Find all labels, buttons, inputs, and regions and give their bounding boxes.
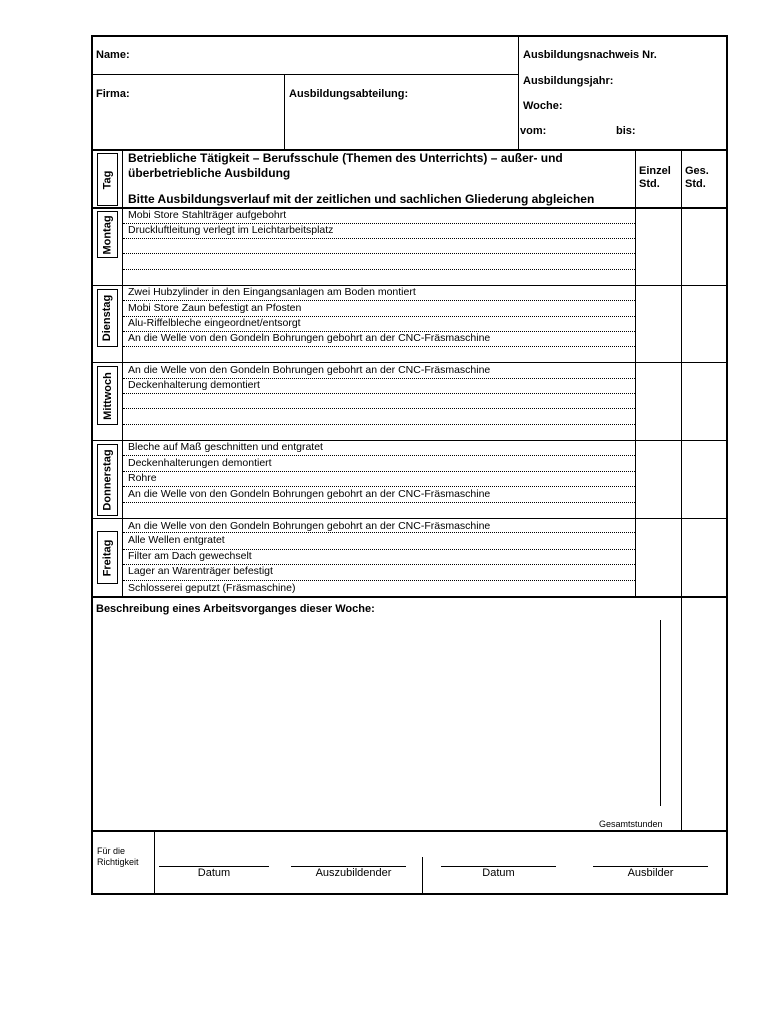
- einzel-std-label: Einzel Std.: [639, 165, 671, 190]
- datum-label-1: Datum: [197, 867, 231, 879]
- row-line: [123, 300, 635, 301]
- entry-line: An die Welle von den Gondeln Bohrungen gebohrt an der CNC-Fräsmaschine: [128, 332, 491, 344]
- row-line: [123, 408, 635, 409]
- entry-line: Alu-Riffelbleche eingeordnet/entsorgt: [128, 317, 301, 329]
- datum-label-2: Datum: [482, 867, 515, 879]
- entry-line: Mobi Store Stahlträger aufgebohrt: [128, 209, 287, 221]
- row-line: [123, 269, 635, 270]
- row-line: [123, 238, 635, 239]
- entry-line: Zwei Hubzylinder in den Eingangsanlagen am Boden montiert: [128, 286, 416, 298]
- frame-top: [91, 35, 728, 37]
- table-subtitle: Bitte Ausbildungsverlauf mit der zeitlichen und sachlichen Gliederung abgleichen: [128, 192, 595, 206]
- day-label-montag: Montag: [97, 211, 118, 258]
- gesamtstunden-label: Gesamtstunden: [599, 819, 663, 829]
- row-line: [123, 455, 635, 456]
- row-line: [123, 316, 635, 317]
- abteilung-label: Ausbildungsabteilung:: [289, 88, 409, 100]
- row-line: [123, 223, 635, 224]
- entry-line: Deckenhalterungen demontiert: [128, 457, 272, 469]
- day-label-tag: [97, 153, 118, 206]
- ges-std-label: Ges. Std.: [685, 165, 709, 190]
- divider: [422, 857, 423, 894]
- row-line: [123, 253, 635, 254]
- entry-line: Druckluftleitung verlegt im Leichtarbeitsplatz: [128, 224, 334, 236]
- divider: [91, 74, 519, 75]
- frame-right: [726, 35, 728, 895]
- table-title: Betriebliche Tätigkeit – Berufsschule (Themen des Unterrichts) – außer- und überbetriebliche Ausbildung: [128, 151, 563, 180]
- divider: [284, 74, 285, 150]
- entry-line: Bleche auf Maß geschnitten und entgratet: [128, 441, 323, 453]
- divider: [91, 596, 728, 598]
- row-line: [123, 346, 635, 347]
- richtigkeit-label: Für die Richtigkeit: [97, 846, 139, 867]
- entry-line: An die Welle von den Gondeln Bohrungen gebohrt an der CNC-Fräsmaschine: [128, 364, 491, 376]
- entry-line: Lager an Warenträger befestigt: [128, 565, 273, 577]
- divider: [154, 831, 155, 894]
- tag-text: Tag: [101, 170, 114, 189]
- beschreibung-label: Beschreibung eines Arbeitsvorganges dieser Woche:: [96, 603, 375, 615]
- row-line: [123, 549, 635, 550]
- entry-line: An die Welle von den Gondeln Bohrungen gebohrt an der CNC-Fräsmaschine: [128, 520, 491, 532]
- entry-line: Schlosserei geputzt (Fräsmaschine): [128, 582, 296, 594]
- ausbilder-label: Ausbilder: [627, 867, 674, 879]
- day-label-dienstag: Dienstag: [97, 289, 118, 347]
- firma-label: Firma:: [96, 88, 130, 100]
- divider: [91, 830, 728, 832]
- day-label-mittwoch: Mittwoch: [97, 366, 118, 425]
- frame-left: [91, 35, 93, 895]
- entry-line: An die Welle von den Gondeln Bohrungen gebohrt an der CNC-Fräsmaschine: [128, 488, 491, 500]
- row-line: [123, 502, 635, 503]
- divider: [635, 150, 636, 597]
- jahr-label: Ausbildungsjahr:: [523, 75, 614, 87]
- row-line: [123, 580, 635, 581]
- entry-line: Filter am Dach gewechselt: [128, 550, 252, 562]
- divider: [122, 150, 123, 597]
- woche-label: Woche:: [523, 100, 563, 112]
- entry-line: Mobi Store Zaun befestigt an Pfosten: [128, 302, 302, 314]
- row-line: [123, 378, 635, 379]
- entry-line: Alle Wellen entgratet: [128, 534, 225, 546]
- entry-line: Rohre: [128, 472, 157, 484]
- divider: [681, 597, 682, 831]
- day-label-freitag: Freitag: [97, 531, 118, 584]
- frame-bottom: [91, 893, 728, 895]
- nachweis-label: Ausbildungsnachweis Nr.: [523, 49, 657, 61]
- bis-label: bis:: [616, 125, 636, 137]
- divider: [91, 362, 728, 363]
- auszubildender-label: Auszubildender: [315, 867, 392, 879]
- gesamt-divider: [660, 620, 661, 806]
- row-line: [123, 393, 635, 394]
- row-line: [123, 486, 635, 487]
- day-label-donnerstag: Donnerstag: [97, 444, 118, 516]
- divider: [681, 150, 682, 597]
- name-label: Name:: [96, 49, 130, 61]
- divider: [91, 518, 728, 519]
- divider: [518, 35, 519, 150]
- row-line: [123, 532, 635, 533]
- entry-line: Deckenhalterung demontiert: [128, 379, 260, 391]
- row-line: [123, 564, 635, 565]
- row-line: [123, 471, 635, 472]
- row-line: [123, 331, 635, 332]
- vom-label: vom:: [520, 125, 547, 137]
- row-line: [123, 424, 635, 425]
- divider: [635, 285, 728, 286]
